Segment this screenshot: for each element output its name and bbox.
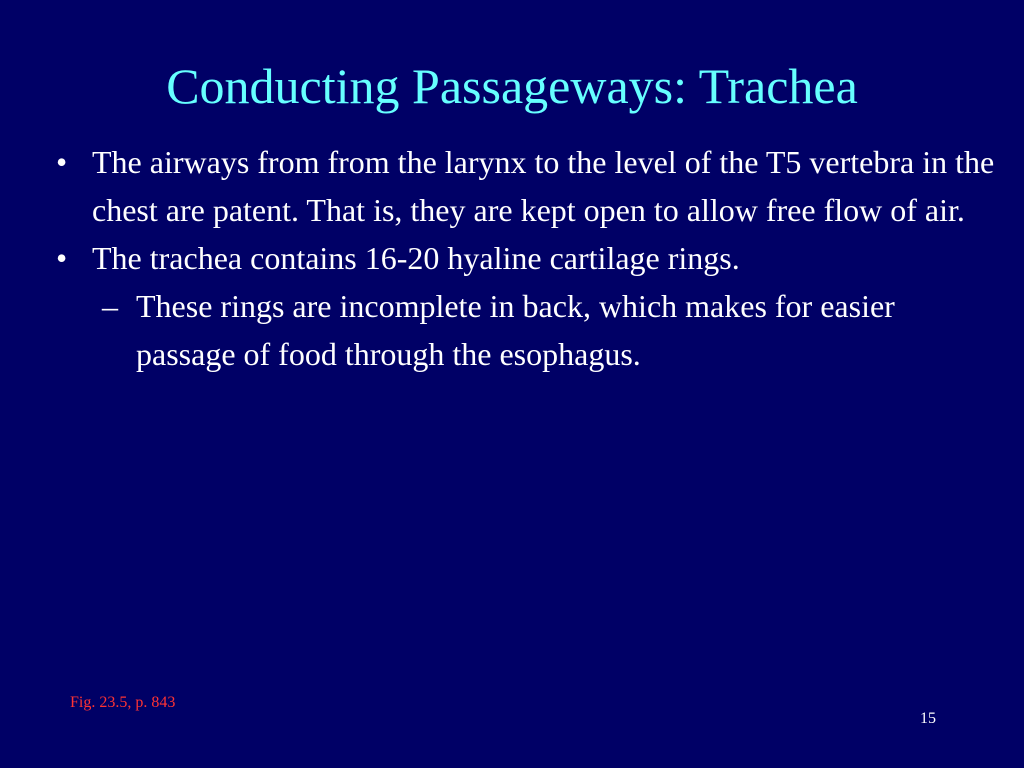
bullet-item-trachea-rings	[56, 234, 996, 282]
bullet-marker: •	[56, 240, 68, 276]
sub-bullet-marker: –	[102, 288, 118, 324]
slide-title: Conducting Passageways: Trachea	[166, 58, 858, 114]
figure-reference: Fig. 23.5, p. 843	[70, 694, 176, 711]
page-number: 15	[920, 710, 936, 727]
bullet-marker: •	[56, 144, 68, 180]
bullet-item-airways	[56, 138, 996, 234]
bullet-text-airways: The airways from from the larynx to the level of the T5 vertebra in the chest are patent. That is, they are kept open to allow free flow of air.	[92, 144, 995, 228]
sub-bullet-item-incomplete-rings	[56, 282, 996, 378]
bullet-text-trachea-rings: The trachea contains 16-20 hyaline cartilage rings.	[92, 240, 740, 276]
sub-bullet-text-incomplete-rings: These rings are incomplete in back, which makes for easier passage of food through the esophagus.	[136, 288, 895, 372]
bullet-list	[56, 138, 996, 378]
